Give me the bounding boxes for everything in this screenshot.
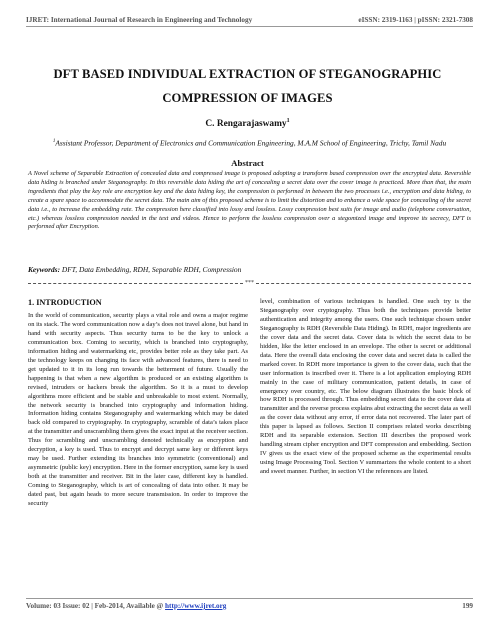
introduction-paragraph-left: In the world of communication, security plays a vital role and owns a major regime on its stack. The word communication now a day’s does not travel alone, but hand in hand with security aspects. Thus security turns to be the key to unlock a communication box. Coming to security, which is branched into cryptography, information hiding and watermarking etc, provides better role as they take part. As the technology keeps on changing its face with advanced features, there is need to get updated to it in its long run towards the betterment of future. Usually the happening is that when a new algorithm is produced or an existing algorithm is revised, intruders or hackers break the algorithm. So it is a must to develop algorithms more efficient and be stable and unbreakable to most extent. Normally, the network security is branched into cryptography and information hiding. Information hiding contains Steganography and watermarking which may be dated back old compared to cryptography. In cryptography, scramble of data’s takes place at the transmitter and unscrambling them gives the exact input at the receiver section. Thus for scrambling and unscrambling denoted technically as encryption and decryption, a key is used. Thus to encrypt and decrypt same key or different keys may be used. Further extending its branches into symmetric (conventional) and asymmetric (public key) encryption. Here in the former encryption, same key is used both at the transmitter and receiver. Bit in the later case, different key is handled. Coming to Steganography, which is art of concealing of data into other. It may be dated past, but again heads to more secure transmission. In order to improve the security xyxy=(28,312,248,508)
separator-line-left xyxy=(28,283,243,284)
section-heading-introduction: 1. INTRODUCTION xyxy=(28,298,102,307)
author-text: C. Rengarajaswamy xyxy=(205,119,287,130)
separator-line-right xyxy=(256,283,471,284)
keywords-text: DFT, Data Embedding, RDH, Separable RDH, Compression xyxy=(60,265,242,274)
separator-stars: *** xyxy=(245,280,254,286)
affiliation-superscript: 1 xyxy=(52,139,56,144)
abstract-heading: Abstract xyxy=(231,158,264,168)
section-separator xyxy=(28,280,471,286)
footer-volume-text: Volume: 03 Issue: 02 | Feb-2014, Available @ xyxy=(26,602,166,610)
journal-header xyxy=(26,8,473,27)
journal-url-link[interactable]: http://www.ijret.org xyxy=(165,602,227,610)
page-footer xyxy=(26,598,473,616)
author-affiliation xyxy=(26,136,473,149)
issn-text: eISSN: 2319-1163 | pISSN: 2321-7308 xyxy=(358,16,473,24)
right-column xyxy=(260,298,471,477)
left-column xyxy=(28,298,248,509)
page-number: 199 xyxy=(462,602,473,610)
author-name xyxy=(20,118,475,129)
paper-title xyxy=(20,62,475,110)
journal-name: IJRET: International Journal of Research in Engineering and Technology xyxy=(26,16,253,24)
footer-volume xyxy=(26,602,226,616)
introduction-paragraph-right: level, combination of various techniques is handled. One such try is the Steganography over cryptography. Thus both the techniques provide better authentication and integrity among the users. One such technique chosen under Steganography is RDH (Reversible Data Hiding). In RDH, major ingredients are the cover data and the secret data. Cover data is which the secret data to be hidden, like the letter enclosed in an envelope. The other is secret or additional data. Here the overall data enclosing the cover data and secret data is called the marked cover. In RDH more importance is given to the cover data, such that the user information is inscribed over it. There is a lot application employing RDH mainly in the case of military communication, patient details, in case of emergency over country, etc. The below diagram illustrates the basic block of how RDH is processed through. Thus embedding secret data to the cover data at transmitter and the reverse process explains abut extracting the secret data as well as the cover data without any error, if error data not recovered. The later part of this paper is lapsed as follows. Section II comprises related works describing RDH and its separable extension. Section III describes the proposed work handling stream cipher encryption and DFT compression and embedding. Section IV gives us the exact view of the proposed scheme as the experimental results using Image Processing Tool. Section V summarizes the whole content to a short and sweet manner. Further, in section VI the references are listed. xyxy=(260,298,471,476)
author-superscript: 1 xyxy=(286,118,290,124)
keywords-label: Keywords: xyxy=(28,265,61,274)
keywords-line xyxy=(28,265,471,274)
abstract-body: A Novel scheme of Separable Extraction of concealed data and compressed image is proposed adopting a transform based compression over the encrypted data. Reversible data hiding is branched under Steganography. In this reversible data hiding the art of concealing a secret data over the cover image is practiced. More than that, the main ingredients that play the key role are encryption key and the data hiding key, the compression is performed in between the two processes i.e., encryption and data hiding, to create a spare space to accommodate the secret data. The main aim of this proposed scheme is to limit the distortion and to enhance a wide space for concealing of the secret data i.e., to increase the embedding rate. The compression here classified into lossy and lossless. Lossy compression best suits for image and audio (telephone conversation, etc.) whereas lossless compression needed in the text and videos. Hence to perform the lossless compression over a stegomized image and improve its secrecy, DFT is performed after Encryption. xyxy=(28,170,471,231)
title-line-2: COMPRESSION OF IMAGES xyxy=(162,91,333,105)
title-line-1: DFT BASED INDIVIDUAL EXTRACTION OF STEGANOGRAPHIC xyxy=(53,67,442,81)
affiliation-text: Assistant Professor, Department of Electronics and Communication Engineering, M.A.M School of Engineering, Trichy, Tamil Nadu xyxy=(55,138,447,148)
